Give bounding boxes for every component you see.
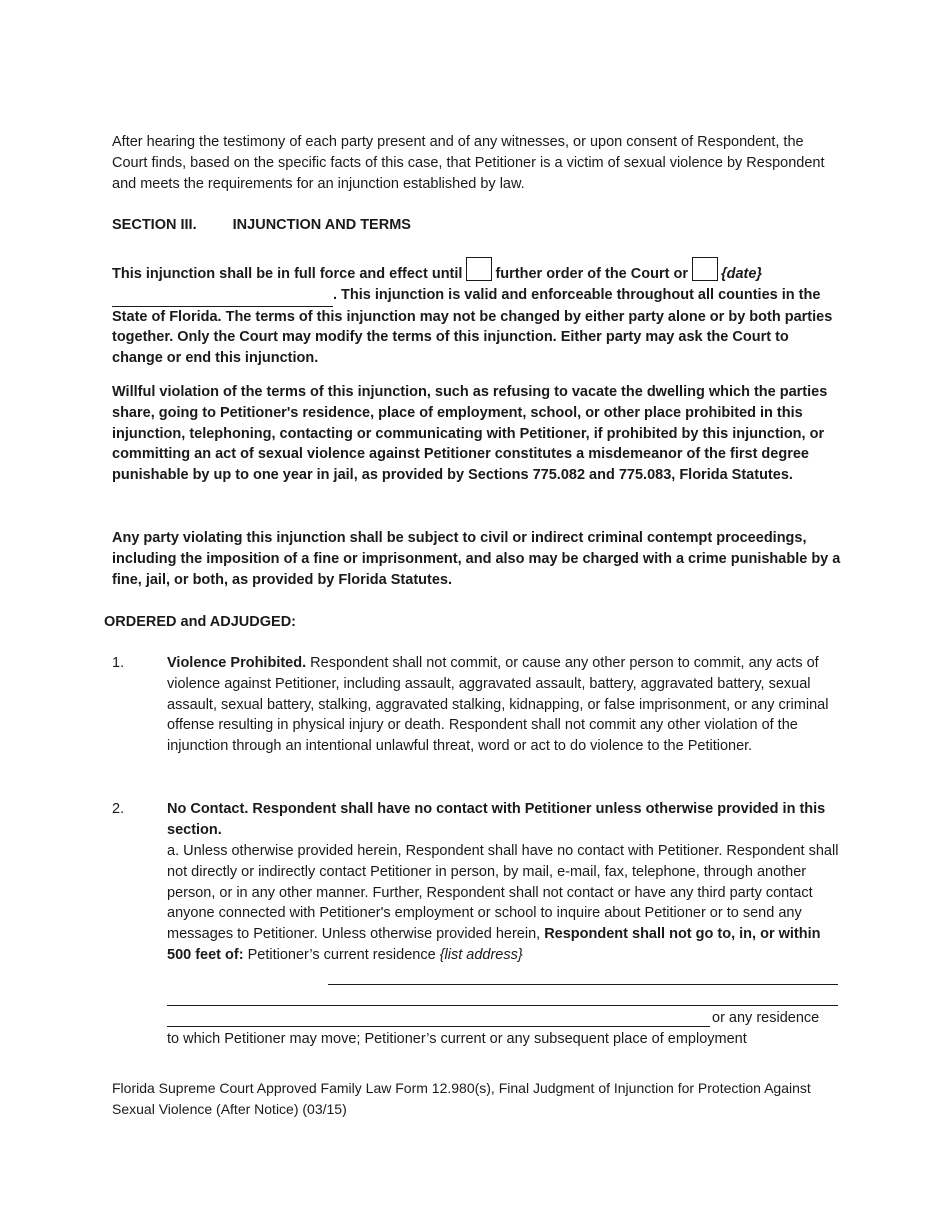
item-2-title: No Contact. Respondent shall have no contact with Petitioner unless otherwise provided in this section. (167, 801, 826, 838)
ordered-heading: ORDERED and ADJUDGED: (104, 614, 297, 630)
section-heading (112, 215, 842, 236)
item-1-number: 1. (112, 655, 125, 671)
date-checkbox[interactable] (692, 257, 718, 281)
address-line-2[interactable] (167, 1005, 838, 1006)
effect-lead: This injunction shall be in full force and effect until (112, 266, 463, 282)
item-1-title: Violence Prohibited. (167, 655, 307, 671)
address-line-1[interactable] (328, 984, 838, 985)
effect-option-further: further order of the Court or (495, 266, 688, 282)
address-line-3[interactable] (167, 1026, 710, 1027)
date-blank[interactable] (112, 285, 333, 307)
contempt-paragraph: Any party violating this injunction shall be subject to civil or indirect criminal contempt proceedings, including the imposition of a fine or imprisonment, and also may be charged with a crime punishable by a fine, jail, or both, as provided by Florida Statutes. (112, 530, 841, 588)
effect-tail: . This injunction is valid and enforceable throughout all counties in the State of Florida. The terms of this injunction may not be changed by either party alone or by both parties together. Only the Court may modify the terms of this injunction. Either party may ask the Court to change or end this injunction. (112, 286, 833, 367)
list-address-label: {list address} (439, 946, 523, 963)
item-1-text: Respondent shall not commit, or cause any other person to commit, any acts of violence against Petitioner, including assault, aggravated assault, battery, aggravated battery, sexual assault, sexual battery, stalking, aggravated stalking, kidnapping, or false imprisonment, or any criminal offense resulting in physical injury or death. Respondent shall not commit any other violation of the injunction through an intentional unlawful threat, word or act to do violence to the Petitioner. (167, 655, 829, 755)
item-2-text-a: a. Unless otherwise provided herein, Respondent shall have no contact with Petitioner. Respondent shall not directly or indirectly contact Petitioner in person, by mail, e-mail, fax, telephone, through another person, or in any other manner. Further, Respondent shall not contact or have any third party contact anyone connected with Petitioner's employment or school to inquire about Petitioner or to send any messages to Petitioner. Unless otherwise provided herein, (167, 843, 839, 943)
item-1-paragraph (167, 653, 839, 757)
section-title: INJUNCTION AND TERMS (232, 217, 411, 233)
effect-option-date: {date} (720, 266, 763, 282)
item-2-number: 2. (112, 801, 125, 817)
item-2-tail-residence: or any residence (712, 1010, 820, 1026)
item-2-text-bold: Respondent shall not go to, in, or within 500 feet of: (167, 926, 821, 963)
findings-paragraph: After hearing the testimony of each party present and of any witnesses, or upon consent of Respondent, the Court finds, based on the specific facts of this case, that Petitioner is a victim of sexual violence by Respondent and meets the requirements for an injunction established by law. (112, 134, 825, 192)
item-2-text-b: Petitioner’s current residence (247, 946, 436, 963)
until-further-order-checkbox[interactable] (466, 257, 492, 281)
effect-paragraph (112, 257, 842, 369)
section-number: SECTION III. (112, 217, 197, 233)
item-2-tail-employment: to which Petitioner may move; Petitioner’s current or any subsequent place of employment (167, 1031, 747, 1047)
form-footer: Florida Supreme Court Approved Family Law Form 12.980(s), Final Judgment of Injunction for Protection Against Sexual Violence (After Notice) (03/15) (112, 1080, 811, 1117)
willful-violation-paragraph: Willful violation of the terms of this injunction, such as refusing to vacate the dwelling which the parties share, going to Petitioner's residence, place of employment, school, or other place prohibited in this injunction, telephoning, contacting or communicating with Petitioner, if prohibited by this injunction, or committing an act of sexual violence against Petitioner constitutes a misdemeanor of the first degree punishable by up to one year in jail, as provided by Sections 775.082 and 775.083, Florida Statutes. (112, 384, 828, 484)
item-2-paragraph-a (167, 841, 839, 966)
